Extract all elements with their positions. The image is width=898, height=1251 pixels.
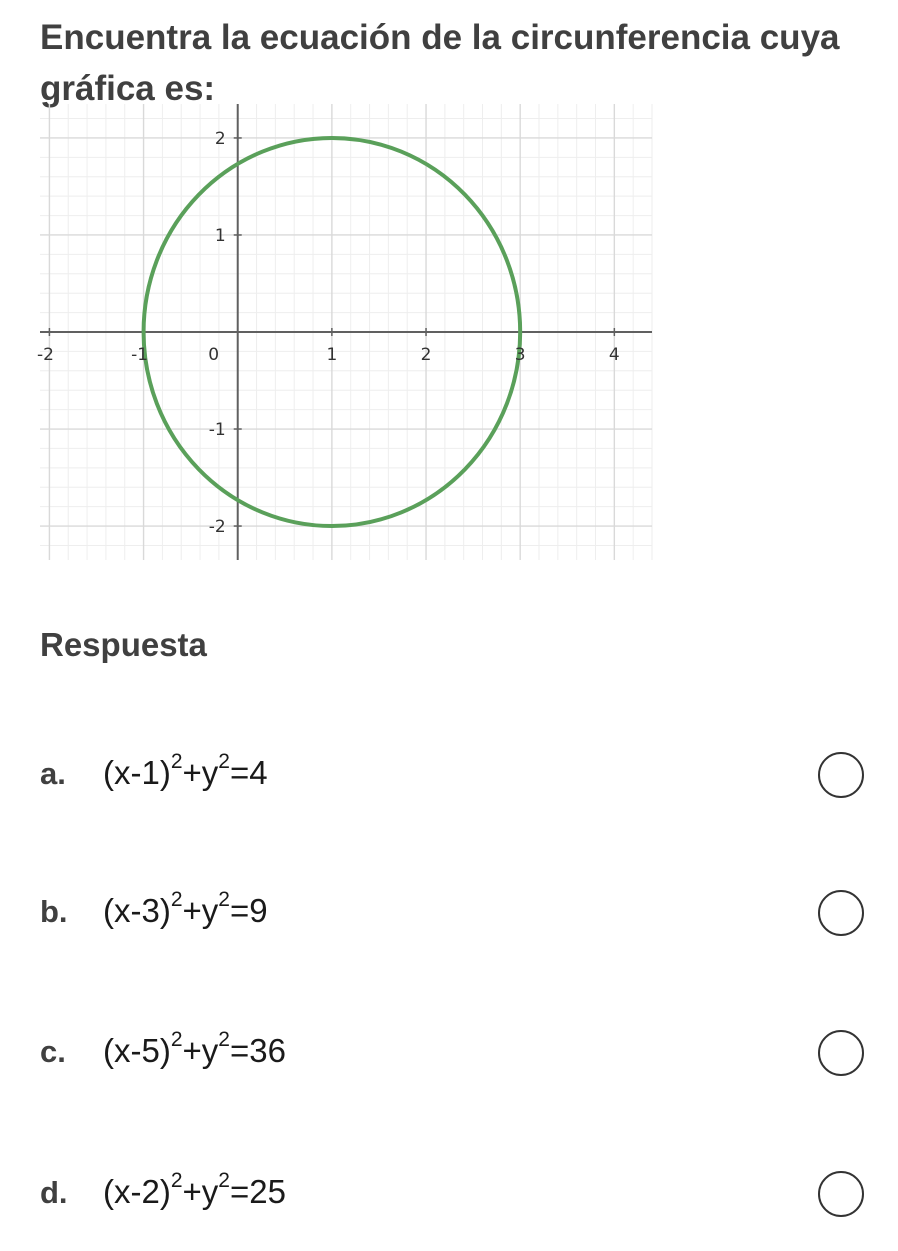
radio-button-a[interactable] bbox=[818, 752, 864, 798]
option-b[interactable] bbox=[0, 874, 898, 954]
option-equation: $(x-2)^2+y^2=25$ bbox=[103, 1169, 286, 1210]
option-d[interactable] bbox=[0, 1155, 898, 1235]
x-tick-label: 4 bbox=[608, 345, 620, 365]
option-equation: $(x-5)^2+y^2=36$ bbox=[103, 1028, 286, 1069]
radio-button-c[interactable] bbox=[818, 1030, 864, 1076]
y-tick-label: -1 bbox=[208, 420, 226, 441]
question-text: Encuentra la ecuación de la circunferencia cuya gráfica es: bbox=[40, 18, 840, 108]
answer-heading: Respuesta bbox=[40, 626, 207, 663]
option-letter: c. bbox=[40, 1034, 66, 1069]
x-tick-label: 1 bbox=[326, 345, 338, 365]
x-tick-label: 0 bbox=[208, 345, 220, 365]
radio-button-b[interactable] bbox=[818, 890, 864, 936]
x-tick-label: -2 bbox=[36, 345, 54, 365]
y-tick-label: 1 bbox=[214, 225, 226, 246]
option-equation: $(x-1)^2+y^2=4$ bbox=[103, 750, 268, 791]
circle-graph bbox=[36, 104, 652, 560]
y-tick-label: -2 bbox=[208, 517, 226, 538]
option-c[interactable] bbox=[0, 1014, 898, 1094]
x-tick-label: -1 bbox=[131, 345, 149, 365]
x-tick-label: 3 bbox=[514, 345, 526, 365]
option-a[interactable] bbox=[0, 736, 898, 816]
option-letter: b. bbox=[40, 894, 68, 929]
option-letter: d. bbox=[40, 1175, 68, 1210]
option-letter: a. bbox=[40, 756, 66, 791]
radio-button-d[interactable] bbox=[818, 1171, 864, 1217]
y-tick-label: 2 bbox=[214, 128, 226, 149]
x-tick-label: 2 bbox=[420, 345, 432, 365]
option-equation: $(x-3)^2+y^2=9$ bbox=[103, 888, 268, 929]
